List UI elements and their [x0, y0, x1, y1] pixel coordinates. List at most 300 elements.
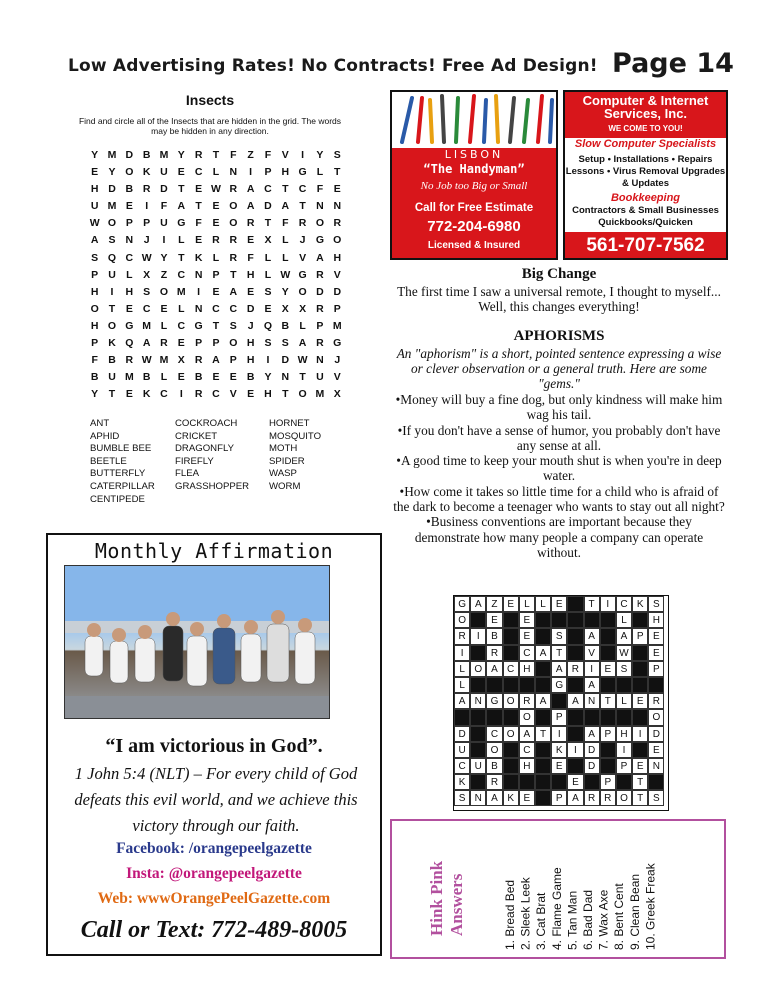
- wordsearch-letter[interactable]: C: [194, 166, 203, 179]
- wordsearch-letter[interactable]: T: [195, 200, 202, 213]
- wordsearch-letter[interactable]: S: [333, 149, 341, 161]
- crossword-cell[interactable]: L: [535, 596, 551, 612]
- website-link[interactable]: Web: wwwOrangePeelGazette.com: [97, 890, 331, 907]
- wordsearch-letter[interactable]: R: [333, 217, 342, 230]
- wordsearch-letter[interactable]: N: [194, 302, 203, 315]
- wordsearch-letter[interactable]: U: [108, 268, 116, 281]
- wordsearch-letter[interactable]: B: [125, 183, 134, 196]
- wordsearch-letter[interactable]: Y: [316, 149, 324, 161]
- crossword-cell[interactable]: P: [551, 709, 567, 725]
- crossword-cell[interactable]: E: [519, 628, 535, 644]
- wordsearch-letter[interactable]: N: [316, 200, 324, 213]
- crossword-cell[interactable]: O: [503, 726, 519, 742]
- wordsearch-letter[interactable]: S: [281, 337, 289, 350]
- wordsearch-letter[interactable]: O: [333, 234, 342, 247]
- wordsearch-letter[interactable]: T: [212, 149, 220, 161]
- wordsearch-letter[interactable]: I: [145, 200, 149, 213]
- crossword-cell[interactable]: D: [584, 742, 600, 758]
- crossword-cell[interactable]: A: [567, 790, 583, 806]
- wordsearch-letter[interactable]: O: [125, 166, 134, 179]
- wordsearch-letter[interactable]: M: [142, 319, 152, 332]
- wordsearch-letter[interactable]: S: [264, 285, 272, 298]
- crossword-cell[interactable]: E: [600, 661, 616, 677]
- wordsearch-letter[interactable]: A: [298, 337, 307, 350]
- wordsearch-letter[interactable]: O: [159, 285, 169, 298]
- wordsearch-letter[interactable]: E: [212, 371, 220, 384]
- wordsearch-letter[interactable]: I: [197, 285, 201, 298]
- wordsearch-letter[interactable]: R: [194, 354, 203, 367]
- wordsearch-letter[interactable]: E: [212, 217, 220, 230]
- crossword-cell[interactable]: L: [454, 677, 470, 693]
- crossword-cell[interactable]: I: [600, 596, 616, 612]
- wordsearch-letter[interactable]: P: [212, 268, 220, 281]
- wordsearch-letter[interactable]: T: [230, 268, 237, 281]
- crossword-cell[interactable]: C: [616, 596, 632, 612]
- crossword-cell[interactable]: R: [600, 790, 616, 806]
- crossword-cell[interactable]: K: [454, 774, 470, 790]
- crossword-cell[interactable]: I: [584, 661, 600, 677]
- wordsearch-letter[interactable]: C: [142, 302, 151, 315]
- wordsearch-letter[interactable]: E: [91, 166, 99, 179]
- wordsearch-letter[interactable]: W: [141, 354, 152, 367]
- crossword-cell[interactable]: L: [519, 596, 535, 612]
- wordsearch-letter[interactable]: T: [108, 388, 116, 401]
- crossword-cell[interactable]: C: [486, 726, 502, 742]
- wordsearch-letter[interactable]: E: [264, 302, 272, 315]
- wordsearch-letter[interactable]: X: [264, 234, 272, 247]
- crossword-cell[interactable]: H: [519, 758, 535, 774]
- crossword-cell[interactable]: R: [648, 693, 664, 709]
- wordsearch-letter[interactable]: Q: [125, 337, 134, 350]
- wordsearch-letter[interactable]: B: [246, 371, 255, 384]
- wordsearch-letter[interactable]: T: [299, 371, 306, 384]
- crossword-cell[interactable]: P: [616, 758, 632, 774]
- crossword-cell[interactable]: R: [486, 774, 502, 790]
- wordsearch-letter[interactable]: D: [333, 285, 342, 298]
- crossword-cell[interactable]: N: [648, 758, 664, 774]
- crossword-cell[interactable]: T: [632, 790, 648, 806]
- crossword-cell[interactable]: I: [567, 742, 583, 758]
- wordsearch-letter[interactable]: B: [90, 371, 99, 384]
- crossword-cell[interactable]: L: [616, 612, 632, 628]
- wordsearch-letter[interactable]: G: [298, 166, 307, 179]
- wordsearch-letter[interactable]: P: [91, 337, 99, 350]
- wordsearch-letter[interactable]: A: [212, 354, 220, 367]
- wordsearch-letter[interactable]: E: [195, 234, 203, 247]
- wordsearch-letter[interactable]: T: [299, 200, 306, 213]
- instagram-link[interactable]: Insta: @orangepeelgazette: [126, 865, 302, 882]
- wordsearch-letter[interactable]: F: [264, 149, 272, 161]
- wordsearch-letter[interactable]: S: [264, 337, 272, 350]
- wordsearch-letter[interactable]: B: [108, 354, 116, 367]
- crossword-cell[interactable]: S: [648, 596, 664, 612]
- wordsearch-letter[interactable]: V: [281, 149, 289, 161]
- wordsearch-letter[interactable]: O: [229, 200, 238, 213]
- crossword-cell[interactable]: C: [519, 742, 535, 758]
- crossword-cell[interactable]: O: [648, 709, 664, 725]
- wordsearch-letter[interactable]: A: [316, 251, 324, 264]
- crossword-cell[interactable]: L: [454, 661, 470, 677]
- wordsearch-letter[interactable]: L: [282, 234, 289, 247]
- wordsearch-letter[interactable]: C: [212, 302, 220, 315]
- wordsearch-letter[interactable]: C: [298, 183, 307, 196]
- wordsearch-letter[interactable]: B: [142, 371, 151, 384]
- facebook-link[interactable]: Facebook: /orangepeelgazette: [116, 840, 312, 857]
- wordsearch-letter[interactable]: Y: [91, 388, 99, 401]
- wordsearch-letter[interactable]: C: [229, 302, 238, 315]
- wordsearch-letter[interactable]: T: [178, 183, 185, 196]
- wordsearch-letter[interactable]: R: [212, 234, 220, 247]
- crossword-cell[interactable]: A: [535, 693, 551, 709]
- wordsearch-letter[interactable]: Z: [247, 149, 254, 161]
- wordsearch-letter[interactable]: R: [160, 337, 168, 350]
- wordsearch-letter[interactable]: E: [125, 200, 133, 213]
- wordsearch-letter[interactable]: B: [194, 371, 203, 384]
- crossword-cell[interactable]: T: [584, 596, 600, 612]
- crossword-cell[interactable]: N: [470, 790, 486, 806]
- computer-services-ad[interactable]: [563, 90, 728, 260]
- crossword-cell[interactable]: E: [648, 645, 664, 661]
- wordsearch-letter[interactable]: Y: [177, 149, 185, 161]
- wordsearch-letter[interactable]: K: [108, 337, 116, 350]
- wordsearch-letter[interactable]: G: [177, 217, 186, 230]
- crossword-cell[interactable]: H: [519, 661, 535, 677]
- wordsearch-letter[interactable]: M: [107, 149, 117, 161]
- crossword-cell[interactable]: U: [454, 742, 470, 758]
- crossword-cell[interactable]: T: [535, 726, 551, 742]
- crossword-cell[interactable]: E: [632, 693, 648, 709]
- wordsearch-letter[interactable]: H: [281, 166, 290, 179]
- wordsearch-letter[interactable]: E: [212, 200, 220, 213]
- crossword-cell[interactable]: P: [600, 774, 616, 790]
- wordsearch-letter[interactable]: R: [142, 183, 151, 196]
- crossword-cell[interactable]: N: [470, 693, 486, 709]
- wordsearch-letter[interactable]: H: [90, 285, 99, 298]
- wordsearch-letter[interactable]: T: [212, 319, 220, 332]
- wordsearch-letter[interactable]: T: [108, 302, 116, 315]
- crossword-cell[interactable]: A: [616, 628, 632, 644]
- wordsearch-letter[interactable]: P: [125, 217, 133, 230]
- wordsearch-letter[interactable]: S: [91, 251, 99, 264]
- wordsearch-letter[interactable]: R: [246, 217, 255, 230]
- wordsearch-letter[interactable]: L: [264, 268, 272, 281]
- crossword-cell[interactable]: A: [584, 677, 600, 693]
- crossword-cell[interactable]: E: [551, 596, 567, 612]
- crossword-cell[interactable]: S: [616, 661, 632, 677]
- wordsearch-letter[interactable]: X: [299, 302, 307, 315]
- wordsearch-letter[interactable]: C: [160, 388, 168, 401]
- wordsearch-letter[interactable]: I: [266, 354, 270, 367]
- crossword-cell[interactable]: R: [454, 628, 470, 644]
- wordsearch-letter[interactable]: F: [282, 217, 289, 230]
- wordsearch-letter[interactable]: G: [125, 319, 134, 332]
- wordsearch-letter[interactable]: K: [142, 388, 151, 401]
- wordsearch-letter[interactable]: H: [264, 388, 272, 401]
- wordsearch-letter[interactable]: U: [316, 371, 324, 384]
- crossword-cell[interactable]: E: [519, 612, 535, 628]
- wordsearch-letter[interactable]: P: [212, 337, 220, 350]
- crossword-cell[interactable]: A: [454, 693, 470, 709]
- crossword-cell[interactable]: A: [584, 726, 600, 742]
- wordsearch-letter[interactable]: D: [264, 200, 272, 213]
- crossword-cell[interactable]: S: [648, 790, 664, 806]
- handyman-ad[interactable]: [390, 90, 558, 260]
- wordsearch-letter[interactable]: I: [110, 285, 114, 298]
- wordsearch-letter[interactable]: W: [297, 354, 308, 367]
- wordsearch-letter[interactable]: L: [178, 234, 185, 247]
- wordsearch-letter[interactable]: V: [333, 371, 341, 384]
- wordsearch-letter[interactable]: D: [160, 183, 168, 196]
- wordsearch-letter[interactable]: E: [212, 285, 220, 298]
- wordsearch-letter[interactable]: R: [194, 388, 203, 401]
- crossword-cell[interactable]: Z: [486, 596, 502, 612]
- wordsearch-letter[interactable]: U: [160, 166, 168, 179]
- crossword-cell[interactable]: S: [551, 628, 567, 644]
- crossword-cell[interactable]: I: [616, 742, 632, 758]
- wordsearch-letter[interactable]: T: [178, 251, 185, 264]
- wordsearch-letter[interactable]: U: [108, 371, 116, 384]
- wordsearch-letter[interactable]: Q: [263, 319, 273, 332]
- wordsearch-letter[interactable]: P: [264, 166, 272, 179]
- wordsearch-letter[interactable]: L: [264, 251, 272, 264]
- crossword-cell[interactable]: I: [551, 726, 567, 742]
- wordsearch-letter[interactable]: P: [229, 354, 237, 367]
- crossword-cell[interactable]: D: [648, 726, 664, 742]
- wordsearch-letter[interactable]: U: [90, 200, 99, 213]
- wordsearch-letter[interactable]: N: [125, 234, 134, 247]
- wordsearch-letter[interactable]: K: [194, 251, 203, 264]
- wordsearch-letter[interactable]: Y: [264, 371, 272, 384]
- crossword-cell[interactable]: G: [454, 596, 470, 612]
- crossword-cell[interactable]: P: [551, 790, 567, 806]
- wordsearch-letter[interactable]: O: [315, 217, 325, 230]
- wordsearch-letter[interactable]: E: [125, 388, 133, 401]
- wordsearch-letter[interactable]: Y: [108, 166, 116, 179]
- crossword-cell[interactable]: P: [648, 661, 664, 677]
- wordsearch-letter[interactable]: C: [125, 251, 134, 264]
- crossword-cell[interactable]: G: [551, 677, 567, 693]
- crossword-cell[interactable]: K: [503, 790, 519, 806]
- wordsearch-letter[interactable]: T: [282, 388, 289, 401]
- wordsearch-letter[interactable]: J: [299, 234, 306, 247]
- wordsearch-letter[interactable]: D: [316, 285, 324, 298]
- wordsearch-letter[interactable]: D: [125, 149, 134, 161]
- wordsearch-letter[interactable]: L: [316, 166, 324, 179]
- crossword-cell[interactable]: E: [567, 774, 583, 790]
- wordsearch-letter[interactable]: G: [315, 234, 325, 247]
- wordsearch-letter[interactable]: X: [143, 268, 151, 281]
- wordsearch-letter[interactable]: R: [316, 302, 324, 315]
- wordsearch-letter[interactable]: S: [108, 234, 116, 247]
- crossword-cell[interactable]: T: [632, 774, 648, 790]
- wordsearch-letter[interactable]: E: [247, 388, 255, 401]
- wordsearch-letter[interactable]: V: [229, 388, 237, 401]
- crossword-cell[interactable]: A: [519, 726, 535, 742]
- crossword-cell[interactable]: B: [486, 758, 502, 774]
- wordsearch-letter[interactable]: E: [229, 371, 237, 384]
- wordsearch-letter[interactable]: P: [195, 337, 203, 350]
- crossword-cell[interactable]: N: [584, 693, 600, 709]
- crossword-cell[interactable]: H: [648, 612, 664, 628]
- wordsearch-letter[interactable]: J: [143, 234, 150, 247]
- wordsearch-letter[interactable]: M: [159, 149, 169, 161]
- wordsearch-letter[interactable]: U: [160, 217, 168, 230]
- wordsearch-letter[interactable]: Y: [160, 251, 168, 264]
- crossword-cell[interactable]: A: [486, 790, 502, 806]
- crossword-cell[interactable]: R: [519, 693, 535, 709]
- crossword-cell[interactable]: W: [616, 645, 632, 661]
- wordsearch-letter[interactable]: V: [299, 251, 307, 264]
- crossword-cell[interactable]: K: [632, 596, 648, 612]
- crossword-cell[interactable]: H: [616, 726, 632, 742]
- wordsearch-letter[interactable]: I: [301, 149, 305, 161]
- wordsearch-letter[interactable]: N: [281, 371, 290, 384]
- wordsearch-letter[interactable]: M: [159, 354, 169, 367]
- wordsearch-letter[interactable]: A: [142, 337, 151, 350]
- wordsearch-letter[interactable]: L: [299, 319, 306, 332]
- crossword-cell[interactable]: V: [584, 645, 600, 661]
- wordsearch-letter[interactable]: H: [246, 354, 255, 367]
- wordsearch-letter[interactable]: T: [282, 183, 289, 196]
- wordsearch-letter[interactable]: E: [160, 302, 168, 315]
- crossword-cell[interactable]: C: [454, 758, 470, 774]
- wordsearch-letter[interactable]: F: [230, 149, 237, 161]
- wordsearch-letter[interactable]: R: [229, 234, 238, 247]
- wordsearch-letter[interactable]: E: [247, 234, 255, 247]
- wordsearch-letter[interactable]: A: [281, 200, 290, 213]
- wordsearch-letter[interactable]: I: [162, 234, 166, 247]
- crossword-cell[interactable]: E: [632, 758, 648, 774]
- wordsearch-letter[interactable]: C: [212, 388, 220, 401]
- wordsearch-letter[interactable]: R: [298, 217, 307, 230]
- wordsearch-letter[interactable]: F: [160, 200, 168, 213]
- crossword-cell[interactable]: O: [503, 693, 519, 709]
- wordsearch-letter[interactable]: X: [333, 388, 341, 401]
- wordsearch-letter[interactable]: M: [107, 200, 117, 213]
- wordsearch-letter[interactable]: Y: [91, 149, 99, 161]
- wordsearch-letter[interactable]: F: [91, 354, 98, 367]
- crossword-cell[interactable]: O: [519, 709, 535, 725]
- wordsearch-letter[interactable]: H: [246, 268, 255, 281]
- crossword-cell[interactable]: I: [454, 645, 470, 661]
- crossword-cell[interactable]: E: [503, 596, 519, 612]
- wordsearch-letter[interactable]: A: [90, 234, 99, 247]
- crossword-cell[interactable]: I: [470, 628, 486, 644]
- wordsearch-letter[interactable]: E: [333, 183, 341, 196]
- crossword-cell[interactable]: E: [519, 790, 535, 806]
- wordsearch-letter[interactable]: C: [264, 183, 272, 196]
- wordsearch-letter[interactable]: X: [177, 354, 185, 367]
- wordsearch-letter[interactable]: C: [177, 319, 186, 332]
- wordsearch-letter[interactable]: O: [298, 285, 307, 298]
- crossword-cell[interactable]: B: [486, 628, 502, 644]
- crossword-cell[interactable]: U: [470, 758, 486, 774]
- wordsearch-letter[interactable]: B: [281, 319, 290, 332]
- wordsearch-letter[interactable]: A: [229, 285, 238, 298]
- crossword-cell[interactable]: P: [600, 726, 616, 742]
- wordsearch-letter[interactable]: W: [141, 251, 152, 264]
- crossword-cell[interactable]: T: [551, 645, 567, 661]
- wordsearch-letter[interactable]: L: [126, 268, 133, 281]
- wordsearch-letter[interactable]: R: [229, 251, 238, 264]
- wordsearch-letter[interactable]: P: [333, 302, 341, 315]
- crossword-cell[interactable]: O: [470, 661, 486, 677]
- wordsearch-letter[interactable]: O: [229, 217, 238, 230]
- wordsearch-letter[interactable]: K: [142, 166, 151, 179]
- wordsearch-letter[interactable]: E: [177, 337, 185, 350]
- wordsearch-letter[interactable]: P: [316, 319, 324, 332]
- wordsearch-letter[interactable]: I: [179, 388, 183, 401]
- crossword-cell[interactable]: R: [486, 645, 502, 661]
- wordsearch-letter[interactable]: W: [89, 217, 100, 230]
- wordsearch-letter[interactable]: N: [333, 200, 342, 213]
- wordsearch-letter[interactable]: E: [247, 285, 255, 298]
- wordsearch-letter[interactable]: R: [316, 337, 324, 350]
- crossword-cell[interactable]: C: [519, 645, 535, 661]
- wordsearch-letter[interactable]: L: [160, 371, 168, 384]
- crossword-cell[interactable]: A: [551, 661, 567, 677]
- wordsearch-letter[interactable]: M: [332, 319, 342, 332]
- wordsearch-letter[interactable]: X: [281, 302, 289, 315]
- crossword-cell[interactable]: O: [616, 790, 632, 806]
- wordsearch-letter[interactable]: A: [177, 200, 186, 213]
- crossword-cell[interactable]: O: [486, 742, 502, 758]
- crossword-cell[interactable]: D: [454, 726, 470, 742]
- wordsearch-letter[interactable]: O: [229, 337, 238, 350]
- wordsearch-letter[interactable]: M: [124, 371, 134, 384]
- crossword-cell[interactable]: C: [503, 661, 519, 677]
- wordsearch-letter[interactable]: T: [264, 217, 272, 230]
- handyman-phone[interactable]: 772-204-6980: [427, 218, 521, 235]
- wordsearch-letter[interactable]: N: [194, 268, 203, 281]
- wordsearch-letter[interactable]: D: [108, 183, 116, 196]
- wordsearch-letter[interactable]: O: [107, 217, 117, 230]
- crossword-cell[interactable]: R: [567, 661, 583, 677]
- wordsearch-letter[interactable]: G: [298, 268, 307, 281]
- wordsearch-letter[interactable]: O: [107, 319, 117, 332]
- crossword-cell[interactable]: A: [584, 628, 600, 644]
- wordsearch-letter[interactable]: M: [176, 285, 186, 298]
- wordsearch-letter[interactable]: Z: [160, 268, 168, 281]
- crossword-cell[interactable]: A: [486, 661, 502, 677]
- computer-ad-phone[interactable]: 561-707-7562: [565, 232, 726, 260]
- wordsearch-letter[interactable]: J: [334, 354, 341, 367]
- wordsearch-letter[interactable]: N: [316, 354, 324, 367]
- wordsearch-letter[interactable]: E: [177, 166, 185, 179]
- crossword-cell[interactable]: G: [486, 693, 502, 709]
- wordsearch-letter[interactable]: E: [177, 371, 185, 384]
- wordsearch-letter[interactable]: E: [195, 183, 203, 196]
- wordsearch-letter[interactable]: O: [298, 388, 307, 401]
- crossword-cell[interactable]: R: [584, 790, 600, 806]
- wordsearch-letter[interactable]: R: [316, 268, 324, 281]
- wordsearch-letter[interactable]: J: [247, 319, 254, 332]
- wordsearch-letter[interactable]: R: [125, 354, 134, 367]
- wordsearch-letter[interactable]: H: [90, 183, 99, 196]
- wordsearch-letter[interactable]: A: [246, 183, 255, 196]
- crossword-cell[interactable]: K: [551, 742, 567, 758]
- crossword-cell[interactable]: A: [567, 693, 583, 709]
- crossword-cell[interactable]: E: [648, 742, 664, 758]
- crossword-cell[interactable]: E: [551, 758, 567, 774]
- wordsearch-letter[interactable]: H: [246, 337, 255, 350]
- wordsearch-letter[interactable]: R: [229, 183, 238, 196]
- crossword-cell[interactable]: E: [486, 612, 502, 628]
- wordsearch-letter[interactable]: P: [91, 268, 99, 281]
- wordsearch-letter[interactable]: L: [212, 166, 220, 179]
- wordsearch-letter[interactable]: T: [334, 166, 341, 179]
- wordsearch-letter[interactable]: S: [229, 319, 237, 332]
